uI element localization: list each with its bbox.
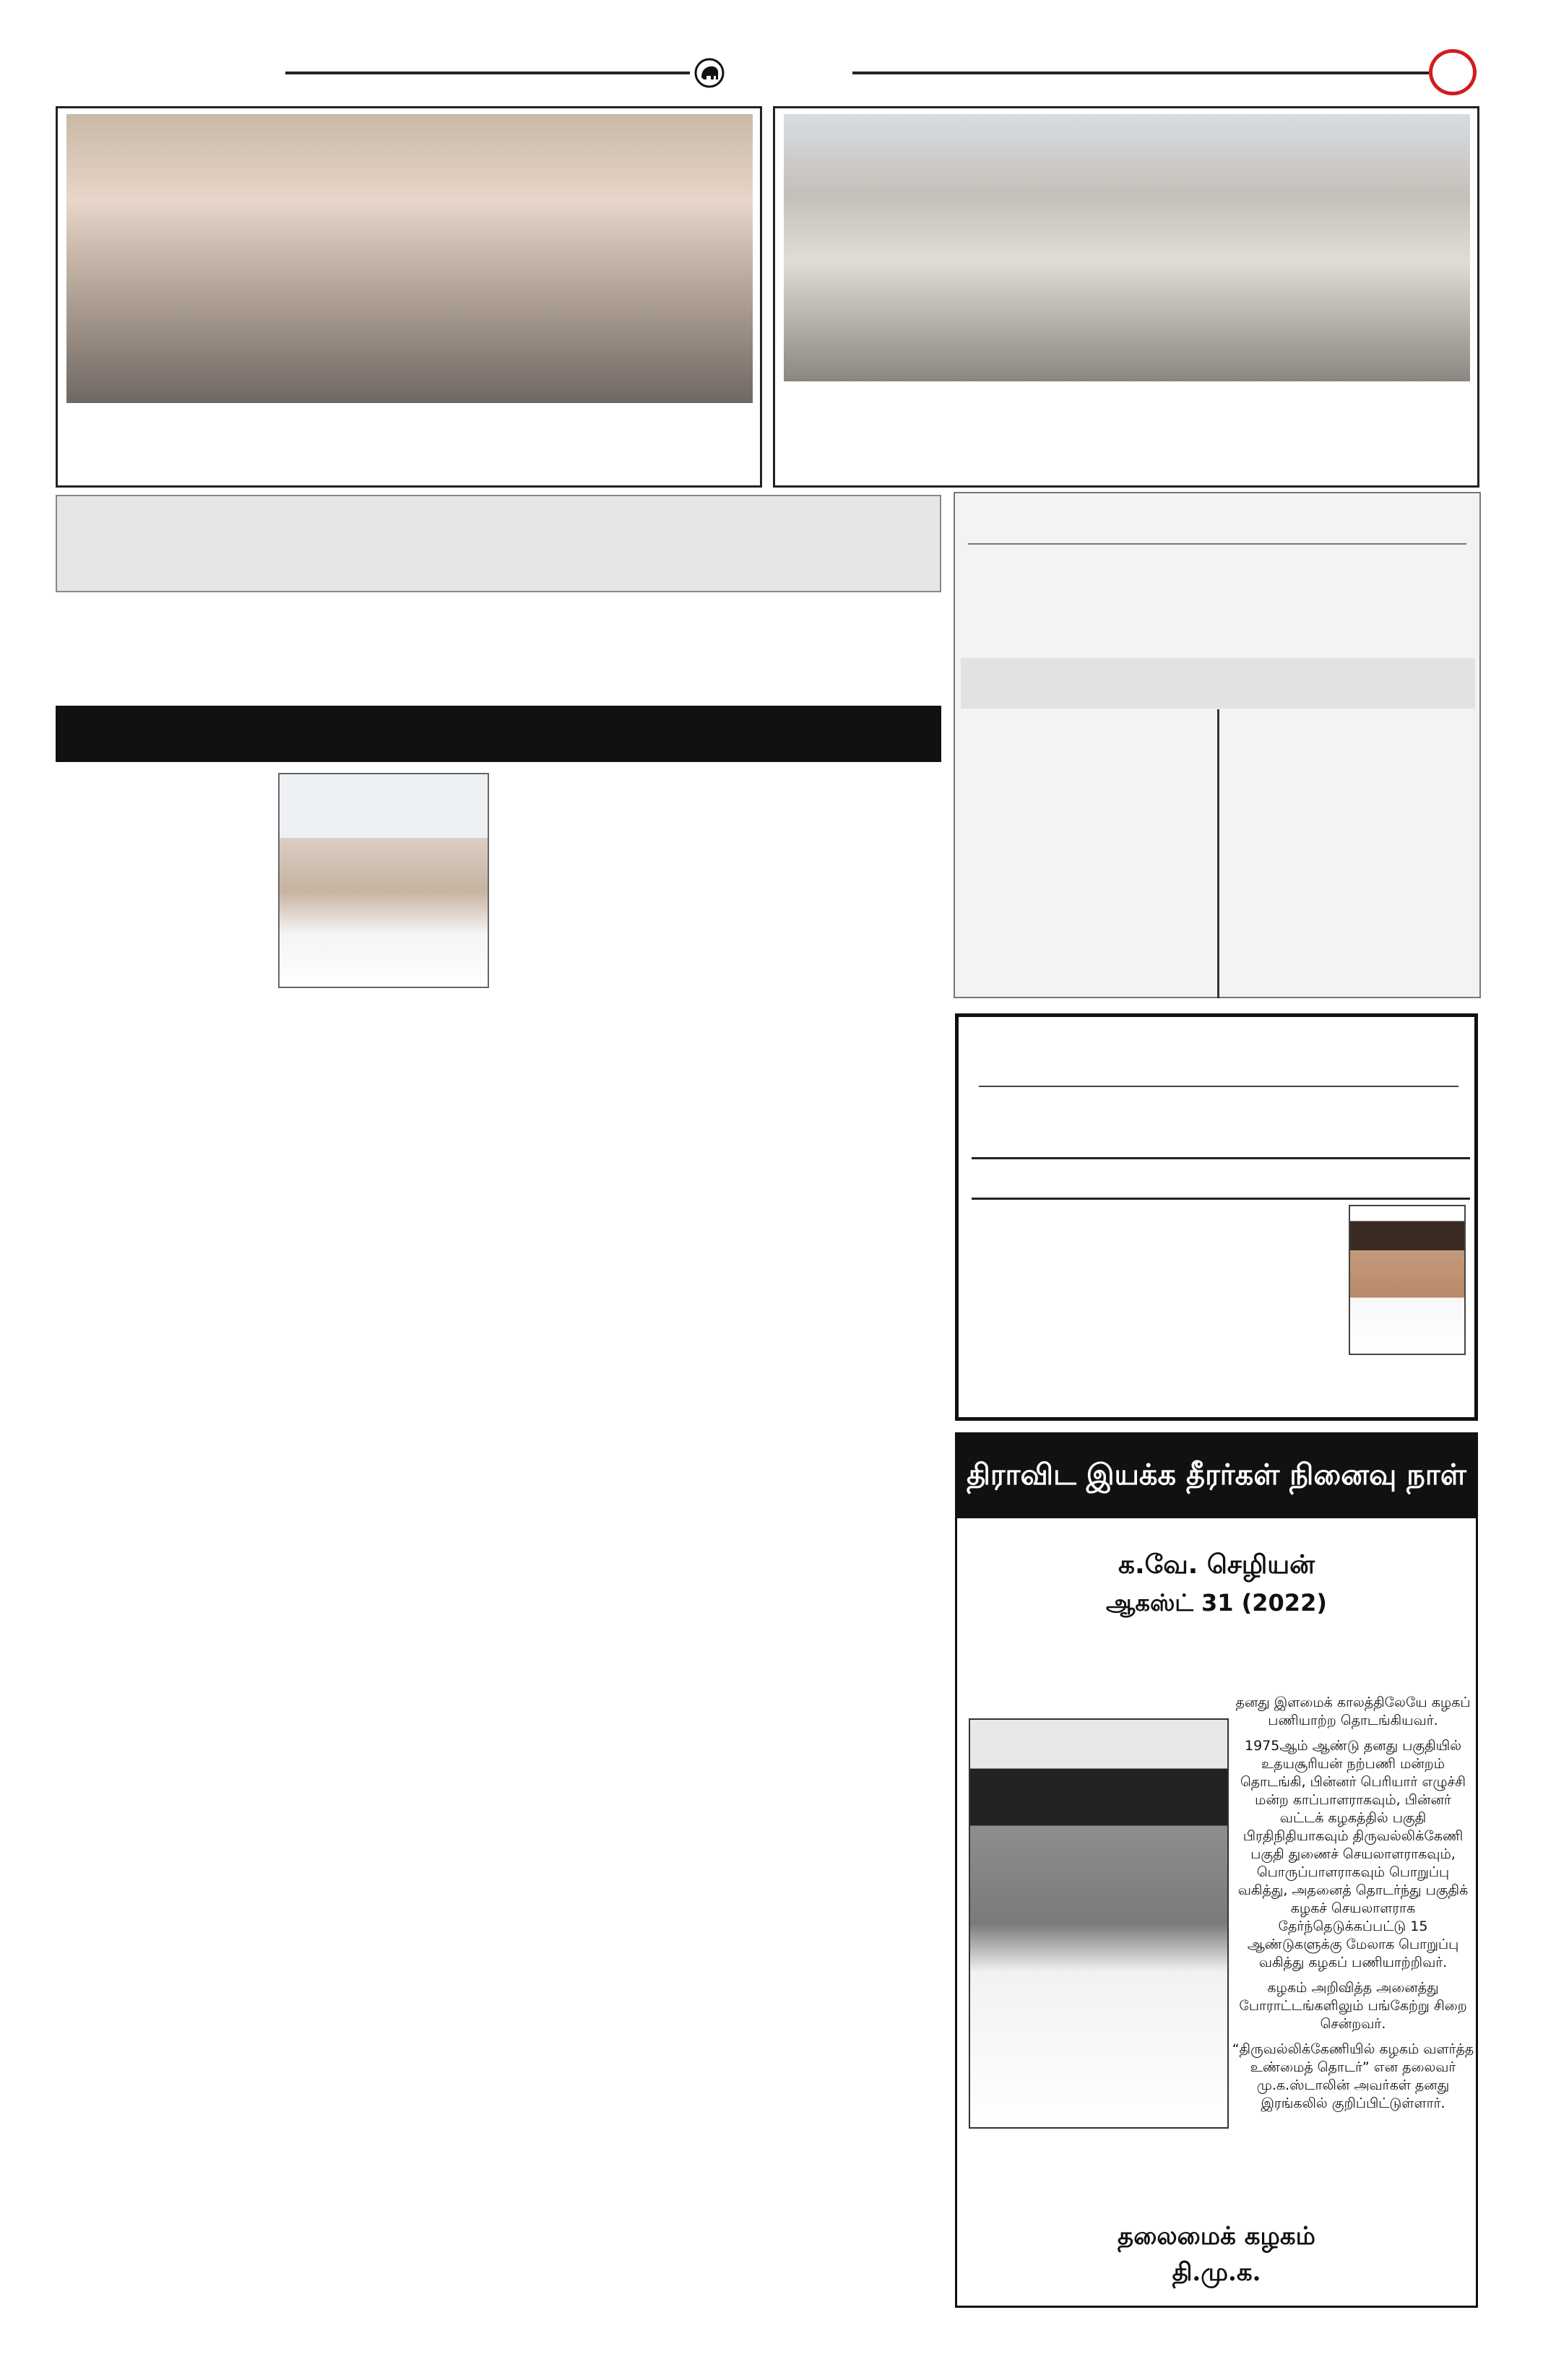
memorial-footer-line2: தி.மு.க. (1172, 2258, 1261, 2287)
memorial-paragraph: “திருவல்லிக்கேணியில் கழகம் வளர்த்த உண்மைத் தொடர்” என தலைவர் மு.க.ஸ்டாலின் அவர்கள் தனது இரங்கலில் குறிப்பிட்டுள்ளார். (1232, 2041, 1474, 2111)
memorial-paragraph: 1975ஆம் ஆண்டு தனது பகுதியில் உதயசூரியன் நற்பணி மன்றம் தொடங்கி, பின்னர் பெரியார் எழுச்சி மன்ற காப்பாளராகவும், பின்னர் வட்டக் கழகத்தில் பகுதி பிரதிநிதியாகவும் திருவல்லிக்கேணி பகுதி துணைச் செயலாளராகவும், பொருப்பாளராகவும் பொறுப்பு வகித்து, அதனைத் தொடர்ந்து பகுதிக் கழகச் செயலாளராக தேர்ந்தெடுக்கப்பட்டு 15 ஆண்டுகளுக்கு மேலாக பொறுப்பு வகித்து கழகப் பணியாற்றிவர். (1237, 1738, 1469, 1970)
memorial-banner (957, 1435, 1476, 1518)
memorial-paragraph: தனது இளமைக் காலத்திலேயே கழகப் பணியாற்ற தொடங்கியவர். (1235, 1695, 1471, 1728)
memorial-box (955, 1432, 1478, 2308)
sidebar-gray-band (961, 658, 1475, 709)
header-rule-left (285, 72, 690, 74)
sidebar-box-top (954, 492, 1481, 998)
memorial-name: க.வே. செழியன் (1118, 1550, 1315, 1580)
page-circle-icon (1429, 49, 1477, 95)
sidebar-divider (968, 543, 1466, 545)
event-photo-right (784, 114, 1470, 381)
memorial-text (1232, 1694, 1474, 2113)
middle-rule-2 (972, 1157, 1470, 1159)
sidebar-column-divider (1217, 709, 1219, 998)
section-heading-bar (56, 706, 941, 762)
sidebar-box-middle (955, 1013, 1478, 1421)
middle-rule-3 (972, 1198, 1470, 1200)
memorial-banner-text: திராவிட இயக்க தீரர்கள் நினைவு நாள் (967, 1458, 1466, 1492)
middle-rule-1 (979, 1086, 1458, 1087)
header-rule-right (852, 72, 1429, 74)
elephant-logo-icon (693, 57, 725, 89)
memorial-portrait (969, 1718, 1229, 2129)
small-portrait (1349, 1205, 1466, 1355)
memorial-footer-line1: தலைமைக் கழகம் (1118, 2222, 1315, 2251)
memorial-date: ஆகஸ்ட் 31 (2022) (1106, 1589, 1327, 1617)
headline-box (56, 495, 941, 592)
photo-frame-right (773, 106, 1479, 488)
author-portrait (278, 773, 489, 988)
photo-frame-left (56, 106, 762, 488)
memorial-paragraph: கழகம் அறிவித்த அனைத்து போராட்டங்களிலும் பங்கேற்று சிறை சென்றவர். (1239, 1980, 1467, 2032)
event-photo-left (66, 114, 753, 403)
